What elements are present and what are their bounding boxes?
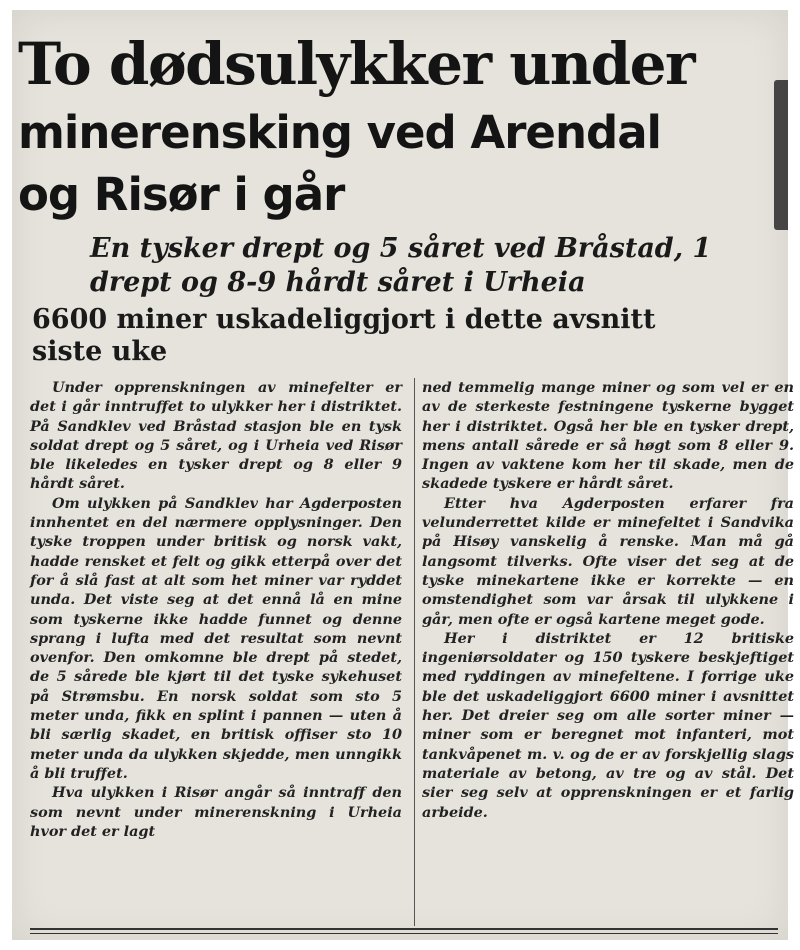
article-column-left	[30, 378, 402, 841]
deck-subtitle: En tysker drept og 5 såret ved Bråstad, 1 drept og 8-9 hårdt såret i Urheia	[90, 233, 712, 298]
paragraph: Under opprenskningen av minefelter er det i går inntruffet to ulykker her i distriktet. På Sandklev ved Bråstad stasjon ble en tysk soldat drept og 5 såret, og i Urheia ved Risør ble likeledes en tysker drept og 8 eller 9 hårdt såret.	[30, 379, 402, 493]
paragraph: Om ulykken på Sandklev har Agderposten innhentet en del nærmere opplysninger. Den tyske troppen under britisk og norsk vakt, hadde rensket et felt og gikk etterpå over det for å slå fast at alt som het miner var ryddet unda. Det viste seg at det ennå lå en mine som tyskerne ikke hadde funnet og denne sprang i lufta med det resultat som nevnt ovenfor. Den omkomne ble drept på stedet, de 5 sårede ble kjørt til det tyske sykehuset på Strømsbu. En norsk soldat som sto 5 meter unda, fikk en splint i pannen — uten å bli særlig skadet, en britisk offiser sto 10 meter unda da ulykken skjedde, men unngikk å bli truffet.	[30, 494, 402, 782]
article-column-right	[422, 378, 794, 822]
headline-line-2: minerensking ved Arendal	[18, 106, 661, 159]
paragraph: Etter hva Agderposten erfarer fra velunderrettet kilde er minefeltet i Sandvika på Hisøy vanskelig å renske. Man må gå langsomt tilverks. Ofte viser det seg at de tyske minekartene ikke er korrekte — en omstendighet som var årsak til ulykkene i går, men ofte er også kartene meget gode.	[422, 494, 794, 628]
end-rule	[30, 928, 778, 934]
paragraph: Hva ulykken i Risør angår så inntraff den som nevnt under minerenskning i Urheia hvor det er lagt	[30, 784, 402, 840]
section-subhead: 6600 miner uskadeliggjort i dette avsnitt siste uke	[32, 304, 656, 367]
column-divider	[414, 378, 415, 926]
headline-line-3: og Risør i går	[18, 168, 345, 221]
headline-line-1: To dødsulykker under	[18, 30, 695, 98]
paragraph: ned temmelig mange miner og som vel er en av de sterkeste festningene tyskerne bygget her i distriktet. Også her ble en tysker drept, mens antall sårede er så høgt som 8 eller 9. Ingen av vaktene kom her til skade, men de skadede tyskere er hårdt såret.	[422, 379, 794, 493]
paragraph: Her i distriktet er 12 britiske ingeniørsoldater og 150 tyskere beskjeftiget med ryddingen av minefeltene. I forrige uke ble det uskadeliggjort 6600 miner i avsnittet her. Det dreier seg om alle sorter miner — miner som er beregnet mot infanteri, mot tankvåpenet m. v. og de er av forskjellig slags materiale av betong, av tre og av stål. Det sier seg selv at opprenskningen er et farlig arbeide.	[422, 629, 794, 821]
newspaper-clipping	[12, 10, 794, 940]
